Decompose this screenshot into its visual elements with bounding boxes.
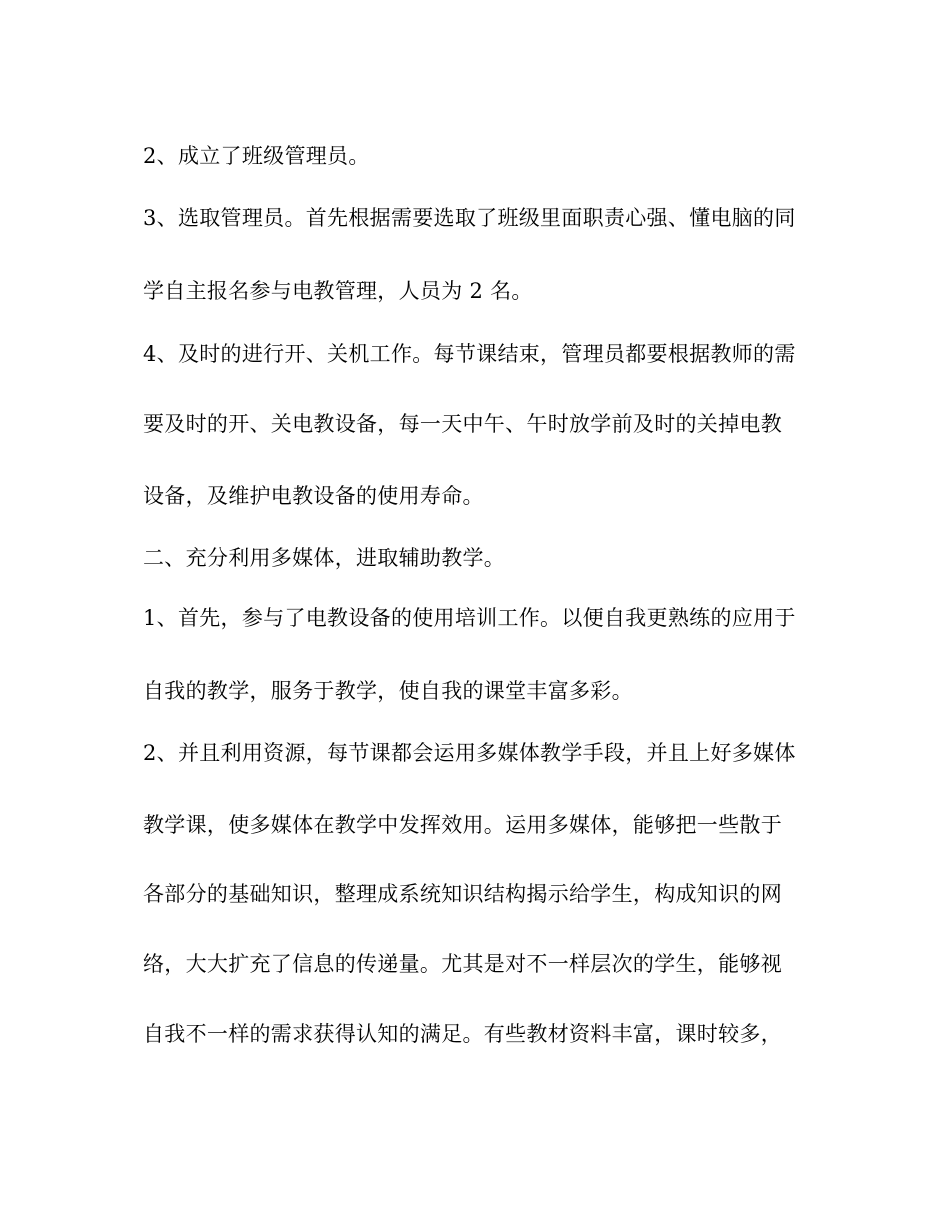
text-line: 自我的教学，服务于教学，使自我的课堂丰富多彩。 <box>143 679 633 703</box>
section-heading: 二、充分利用多媒体，进取辅助教学。 <box>143 546 506 570</box>
text-line: 3、选取管理员。首先根据需要选取了班级里面职责心强、懂电脑的同 <box>143 206 796 230</box>
text-line: 要及时的开、关电教设备，每一天中午、午时放学前及时的关掉电教 <box>143 412 782 436</box>
text-line: 2、并且利用资源，每节课都会运用多媒体教学手段，并且上好多媒体 <box>143 741 796 765</box>
text-line: 络，大大扩充了信息的传递量。尤其是对不一样层次的学生，能够视 <box>143 952 782 976</box>
text-line: 2、成立了班级管理员。 <box>143 144 370 168</box>
text-line: 教学课，使多媒体在教学中发挥效用。运用多媒体，能够把一些散于 <box>143 813 782 837</box>
text-line: 设备，及维护电教设备的使用寿命。 <box>143 484 484 508</box>
text-line: 1、首先，参与了电教设备的使用培训工作。以便自我更熟练的应用于 <box>143 606 796 630</box>
text-line: 自我不一样的需求获得认知的满足。有些教材资料丰富，课时较多， <box>143 1022 782 1046</box>
text-line: 各部分的基础知识，整理成系统知识结构揭示给学生，构成知识的网 <box>143 882 782 906</box>
text-line: 4、及时的进行开、关机工作。每节课结束，管理员都要根据教师的需 <box>143 342 796 366</box>
text-line: 学自主报名参与电教管理，人员为 2 名。 <box>143 279 533 303</box>
